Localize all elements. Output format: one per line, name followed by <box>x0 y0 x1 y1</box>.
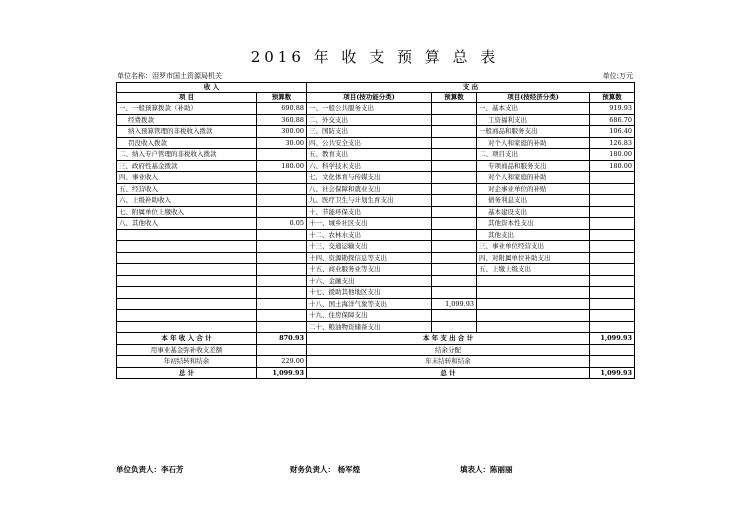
fund-balance-label: 用事业基金弥补收支差额 <box>117 344 257 356</box>
func-amount <box>432 218 477 230</box>
table-row <box>117 160 635 172</box>
econ-item: 一般商品和服务支出 <box>477 126 590 138</box>
surplus-label: 结余分配 <box>307 344 590 356</box>
econ-item: 基本建设支出 <box>477 206 590 218</box>
func-item: 十九、住房保障支出 <box>307 310 432 322</box>
income-amount <box>257 172 307 184</box>
func-item: 七、文化体育与传媒支出 <box>307 172 432 184</box>
grand-total-left: 1,099.93 <box>257 367 307 379</box>
func-amount <box>432 103 477 115</box>
fund-balance-row <box>117 344 635 356</box>
econ-item: 债务利息支出 <box>477 195 590 207</box>
econ-amount: 126.83 <box>590 137 635 149</box>
budget-table <box>116 82 635 379</box>
func-amount <box>432 252 477 264</box>
econ-amount <box>590 195 635 207</box>
column-header-row <box>117 93 635 103</box>
grand-total-label-right: 总 计 <box>307 367 590 379</box>
income-amount <box>257 264 307 276</box>
income-amount: 30.00 <box>257 137 307 149</box>
income-item: 一、一般预算拨款（补助） <box>117 103 257 115</box>
income-item <box>117 229 257 241</box>
table-row <box>117 149 635 161</box>
func-item: 十八、国土海洋气象等支出 <box>307 298 432 310</box>
unit-label: 单位:万元 <box>602 72 633 80</box>
filler: 填表人：陈丽丽 <box>460 465 513 474</box>
unit-head: 单位负责人：李石芳 <box>116 465 184 474</box>
econ-amount <box>590 321 635 333</box>
income-item: 八、其他收入 <box>117 218 257 230</box>
econ-item <box>477 310 590 322</box>
total-row <box>117 333 635 345</box>
section-expense: 支 出 <box>307 83 635 93</box>
header-econ-item: 项目(按经济分类) <box>477 93 590 103</box>
func-item: 十、节能环保支出 <box>307 206 432 218</box>
income-item <box>117 298 257 310</box>
finance-head: 财务负责人： 杨军煌 <box>290 465 361 474</box>
func-item: 十四、资源勘探信息等支出 <box>307 252 432 264</box>
func-item: 十七、援助其他地区支出 <box>307 287 432 299</box>
income-amount <box>257 241 307 253</box>
table-row <box>117 264 635 276</box>
income-amount <box>257 206 307 218</box>
table-row <box>117 287 635 299</box>
func-amount <box>432 241 477 253</box>
table-row <box>117 229 635 241</box>
balance-row <box>117 356 635 368</box>
table-row <box>117 241 635 253</box>
func-amount <box>432 275 477 287</box>
func-amount <box>432 287 477 299</box>
econ-amount <box>590 310 635 322</box>
income-amount <box>257 321 307 333</box>
grand-total-row <box>117 367 635 379</box>
func-item: 十二、农林水支出 <box>307 229 432 241</box>
econ-item <box>477 298 590 310</box>
income-item: 三、政府性基金拨款 <box>117 160 257 172</box>
func-item: 八、社会保障和就业支出 <box>307 183 432 195</box>
func-amount <box>432 321 477 333</box>
econ-amount <box>590 275 635 287</box>
econ-amount: 106.40 <box>590 126 635 138</box>
table-row <box>117 195 635 207</box>
func-item: 十一、城乡社区支出 <box>307 218 432 230</box>
income-item: 五、经营收入 <box>117 183 257 195</box>
func-amount <box>432 172 477 184</box>
opening-balance-label: 年初结转和结余 <box>117 356 257 368</box>
income-item: 六、上级补助收入 <box>117 195 257 207</box>
func-item: 二十、粮油物资储备支出 <box>307 321 432 333</box>
func-item: 九、医疗卫生与计划生育支出 <box>307 195 432 207</box>
table-row <box>117 206 635 218</box>
income-amount: 0.05 <box>257 218 307 230</box>
econ-item: 专项商品和服务支出 <box>477 160 590 172</box>
income-amount <box>257 298 307 310</box>
func-amount: 1,099.93 <box>432 298 477 310</box>
income-item <box>117 310 257 322</box>
econ-item: 对个人和家庭的补助 <box>477 172 590 184</box>
section-income: 收 入 <box>117 83 307 93</box>
econ-amount <box>590 241 635 253</box>
econ-amount <box>590 252 635 264</box>
header-econ-amount: 预算数 <box>590 93 635 103</box>
econ-amount: 180.00 <box>590 160 635 172</box>
section-header-row <box>117 83 635 93</box>
income-item: 纳入预算管理的非税收入拨款 <box>117 126 257 138</box>
func-amount <box>432 195 477 207</box>
table-row <box>117 114 635 126</box>
header-func-item: 项目(按功能分类) <box>307 93 432 103</box>
income-item: 经费拨款 <box>117 114 257 126</box>
income-amount <box>257 195 307 207</box>
page-title: 2016 年 收 支 预 算 总 表 <box>250 48 500 66</box>
econ-amount <box>590 206 635 218</box>
econ-item: 工资福利支出 <box>477 114 590 126</box>
table-row <box>117 218 635 230</box>
table-row <box>117 183 635 195</box>
income-amount <box>257 183 307 195</box>
econ-item <box>477 321 590 333</box>
table-row <box>117 126 635 138</box>
func-item: 六、科学技术支出 <box>307 160 432 172</box>
func-item: 十三、交通运输支出 <box>307 241 432 253</box>
table-row <box>117 275 635 287</box>
func-amount <box>432 114 477 126</box>
table-row <box>117 172 635 184</box>
econ-item <box>477 287 590 299</box>
func-amount <box>432 149 477 161</box>
func-amount <box>432 160 477 172</box>
econ-amount: 180.00 <box>590 149 635 161</box>
income-item <box>117 264 257 276</box>
func-amount <box>432 126 477 138</box>
econ-amount <box>590 172 635 184</box>
func-amount <box>432 206 477 218</box>
econ-item: 二、项目支出 <box>477 149 590 161</box>
header-income-amount: 预算数 <box>257 93 307 103</box>
table-row <box>117 252 635 264</box>
econ-item: 对企事业单位的补贴 <box>477 183 590 195</box>
func-amount <box>432 229 477 241</box>
fund-balance-value <box>257 344 307 356</box>
func-amount <box>432 183 477 195</box>
func-item: 三、国防支出 <box>307 126 432 138</box>
income-item: 七、附属单位上缴收入 <box>117 206 257 218</box>
surplus-value <box>590 344 635 356</box>
income-item: 二、纳入专户管理的非税收入拨款 <box>117 149 257 161</box>
func-item: 五、教育支出 <box>307 149 432 161</box>
econ-item <box>477 275 590 287</box>
income-amount: 300.00 <box>257 126 307 138</box>
econ-item: 四、对附属单位补助支出 <box>477 252 590 264</box>
func-amount <box>432 264 477 276</box>
econ-item: 对个人和家庭的补助 <box>477 137 590 149</box>
income-amount <box>257 252 307 264</box>
econ-item: 一、基本支出 <box>477 103 590 115</box>
closing-balance-label: 年末结转和结余 <box>307 356 590 368</box>
expense-total-label: 本 年 支 出 合 计 <box>307 333 590 345</box>
income-amount: 360.88 <box>257 114 307 126</box>
header-func-amount: 预算数 <box>432 93 477 103</box>
income-amount: 180.00 <box>257 160 307 172</box>
opening-balance-value: 229.00 <box>257 356 307 368</box>
header-income-item: 项 目 <box>117 93 257 103</box>
income-item <box>117 275 257 287</box>
func-item: 二、外交支出 <box>307 114 432 126</box>
income-total-value: 870.93 <box>257 333 307 345</box>
income-amount <box>257 149 307 161</box>
income-total-label: 本 年 收 入 合 计 <box>117 333 257 345</box>
func-item: 四、公共安全支出 <box>307 137 432 149</box>
econ-item: 其他资本性支出 <box>477 218 590 230</box>
income-item <box>117 252 257 264</box>
econ-amount <box>590 218 635 230</box>
income-amount: 690.88 <box>257 103 307 115</box>
func-item: 十五、商业服务业等支出 <box>307 264 432 276</box>
econ-item: 其他支出 <box>477 229 590 241</box>
table-row <box>117 298 635 310</box>
table-row <box>117 103 635 115</box>
income-amount <box>257 229 307 241</box>
func-amount <box>432 310 477 322</box>
econ-amount: 919.93 <box>590 103 635 115</box>
econ-item: 五、上缴上级支出 <box>477 264 590 276</box>
econ-amount: 686.70 <box>590 114 635 126</box>
unit-name: 单位名称：泪罗市国土资源局机关 <box>117 72 222 80</box>
func-item: 十六、金融支出 <box>307 275 432 287</box>
func-amount <box>432 137 477 149</box>
grand-total-label-left: 总 计 <box>117 367 257 379</box>
income-amount <box>257 275 307 287</box>
econ-amount <box>590 264 635 276</box>
table-row <box>117 137 635 149</box>
income-item: 四、事业收入 <box>117 172 257 184</box>
income-amount <box>257 310 307 322</box>
econ-amount <box>590 229 635 241</box>
econ-amount <box>590 298 635 310</box>
income-item <box>117 321 257 333</box>
income-item <box>117 241 257 253</box>
econ-amount <box>590 287 635 299</box>
closing-balance-value <box>590 356 635 368</box>
table-row <box>117 310 635 322</box>
income-item: 罚没收入拨款 <box>117 137 257 149</box>
table-row <box>117 321 635 333</box>
econ-item: 三、事业单位经营支出 <box>477 241 590 253</box>
income-item <box>117 287 257 299</box>
expense-total-value: 1,099.93 <box>590 333 635 345</box>
econ-amount <box>590 183 635 195</box>
income-amount <box>257 287 307 299</box>
grand-total-right: 1,099.93 <box>590 367 635 379</box>
func-item: 一、一般公共服务支出 <box>307 103 432 115</box>
